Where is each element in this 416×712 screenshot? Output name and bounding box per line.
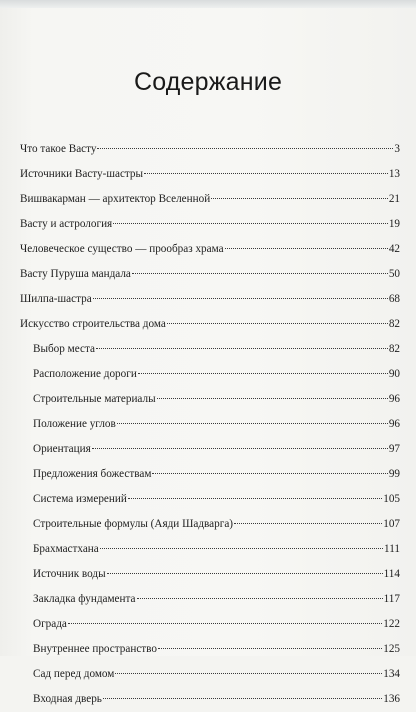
toc-subentry[interactable] xyxy=(20,362,400,387)
toc-leader-dots xyxy=(93,298,388,299)
toc-entry[interactable] xyxy=(20,137,400,162)
toc-page-number: 96 xyxy=(388,393,400,405)
toc-page-number: 82 xyxy=(388,343,400,355)
toc-entry-title: Расположение дороги xyxy=(33,368,137,380)
toc-entry-title: Входная дверь xyxy=(33,693,102,705)
toc-leader-dots xyxy=(137,598,383,599)
toc-entry-title: Васту Пуруша мандала xyxy=(20,268,131,280)
toc-page-number: 111 xyxy=(384,543,400,555)
toc-subentry[interactable] xyxy=(20,587,400,612)
toc-entry-title: Ограда xyxy=(33,618,67,630)
toc-leader-dots xyxy=(157,398,388,399)
toc-entry-title: Выбор места xyxy=(33,343,95,355)
toc-leader-dots xyxy=(167,323,388,324)
toc-subentry[interactable] xyxy=(20,387,400,412)
toc-subentry[interactable] xyxy=(20,662,400,687)
toc-page-number: 96 xyxy=(388,418,400,430)
toc-page-number: 68 xyxy=(388,293,400,305)
toc-leader-dots xyxy=(128,498,382,499)
toc-leader-dots xyxy=(97,148,393,149)
toc-page-number: 136 xyxy=(383,693,400,705)
toc-entry-title: Строительные материалы xyxy=(33,393,156,405)
toc-leader-dots xyxy=(132,273,388,274)
toc-subentry[interactable] xyxy=(20,612,400,637)
toc-leader-dots xyxy=(152,473,387,474)
toc-entry-title: Источники Васту-шастры xyxy=(20,168,144,180)
toc-leader-dots xyxy=(158,648,382,649)
toc-entry[interactable] xyxy=(20,212,400,237)
toc-entry[interactable] xyxy=(20,262,400,287)
toc-subentry[interactable] xyxy=(20,687,400,712)
toc-subentry[interactable] xyxy=(20,487,400,512)
toc-leader-dots xyxy=(113,223,388,224)
toc-leader-dots xyxy=(211,198,388,199)
toc-page-number: 90 xyxy=(388,368,400,380)
toc-page-number: 99 xyxy=(388,468,400,480)
page-title: Содержание xyxy=(133,68,283,96)
toc-entry-title: Сад перед домом xyxy=(33,668,115,680)
toc-page-number: 114 xyxy=(383,568,400,580)
toc-entry-title: Искусство строительства дома xyxy=(20,318,166,330)
toc-entry-title: Васту и астрология xyxy=(20,218,113,230)
toc-entry-title: Система измерений xyxy=(33,493,127,505)
toc-entry-title: Закладка фундамента xyxy=(33,593,136,605)
toc-page-number: 21 xyxy=(388,193,400,205)
toc-entry-title: Брахмастхана xyxy=(33,543,99,555)
page-top-edge xyxy=(0,0,416,8)
toc-page-number: 107 xyxy=(383,518,400,530)
toc-subentry[interactable] xyxy=(20,637,400,662)
toc-entry-title: Положение углов xyxy=(33,418,116,430)
toc-leader-dots xyxy=(96,348,388,349)
toc-entry[interactable] xyxy=(20,287,400,312)
toc-entry-title: Строительные формулы (Аяди Шадварга) xyxy=(33,518,234,530)
toc-subentry[interactable] xyxy=(20,412,400,437)
toc-leader-dots xyxy=(138,373,388,374)
toc-page-number: 82 xyxy=(388,318,400,330)
toc-entry-title: Что такое Васту xyxy=(20,143,97,155)
toc-entry-title: Ориентация xyxy=(33,443,91,455)
toc-page-number: 3 xyxy=(394,143,400,155)
toc-entry-title: Предложения божествам xyxy=(33,468,152,480)
toc-leader-dots xyxy=(68,623,382,624)
toc-page-number: 50 xyxy=(388,268,400,280)
toc-entry-title: Человеческое существо — прообраз храма xyxy=(20,243,224,255)
toc-page-number: 117 xyxy=(383,593,400,605)
toc-entry[interactable] xyxy=(20,312,400,337)
toc-leader-dots xyxy=(92,448,388,449)
toc-page-number: 134 xyxy=(383,668,400,680)
toc-entry-title: Внутреннее пространство xyxy=(33,643,157,655)
toc-subentry[interactable] xyxy=(20,462,400,487)
toc-entry[interactable] xyxy=(20,237,400,262)
toc-page-number: 42 xyxy=(388,243,400,255)
toc-entry-title: Источник воды xyxy=(33,568,106,580)
toc-leader-dots xyxy=(234,523,382,524)
toc-page-number: 105 xyxy=(383,493,400,505)
toc-page-number: 13 xyxy=(388,168,400,180)
toc-entry[interactable] xyxy=(20,187,400,212)
toc-leader-dots xyxy=(115,673,382,674)
toc-page-number: 97 xyxy=(388,443,400,455)
toc-leader-dots xyxy=(107,573,383,574)
toc-subentry[interactable] xyxy=(20,437,400,462)
toc-page-number: 19 xyxy=(388,218,400,230)
toc-leader-dots xyxy=(144,173,388,174)
toc-leader-dots xyxy=(225,248,388,249)
toc-leader-dots xyxy=(100,548,383,549)
toc-page-number: 125 xyxy=(383,643,400,655)
table-of-contents xyxy=(20,137,400,712)
toc-entry[interactable] xyxy=(20,162,400,187)
toc-entry-title: Вишвакарман — архитектор Вселенной xyxy=(20,193,211,205)
toc-leader-dots xyxy=(103,698,382,699)
toc-entry-title: Шилпа-шастра xyxy=(20,293,92,305)
toc-page-number: 122 xyxy=(383,618,400,630)
toc-subentry[interactable] xyxy=(20,537,400,562)
toc-subentry[interactable] xyxy=(20,512,400,537)
toc-leader-dots xyxy=(117,423,388,424)
toc-subentry[interactable] xyxy=(20,337,400,362)
toc-subentry[interactable] xyxy=(20,562,400,587)
